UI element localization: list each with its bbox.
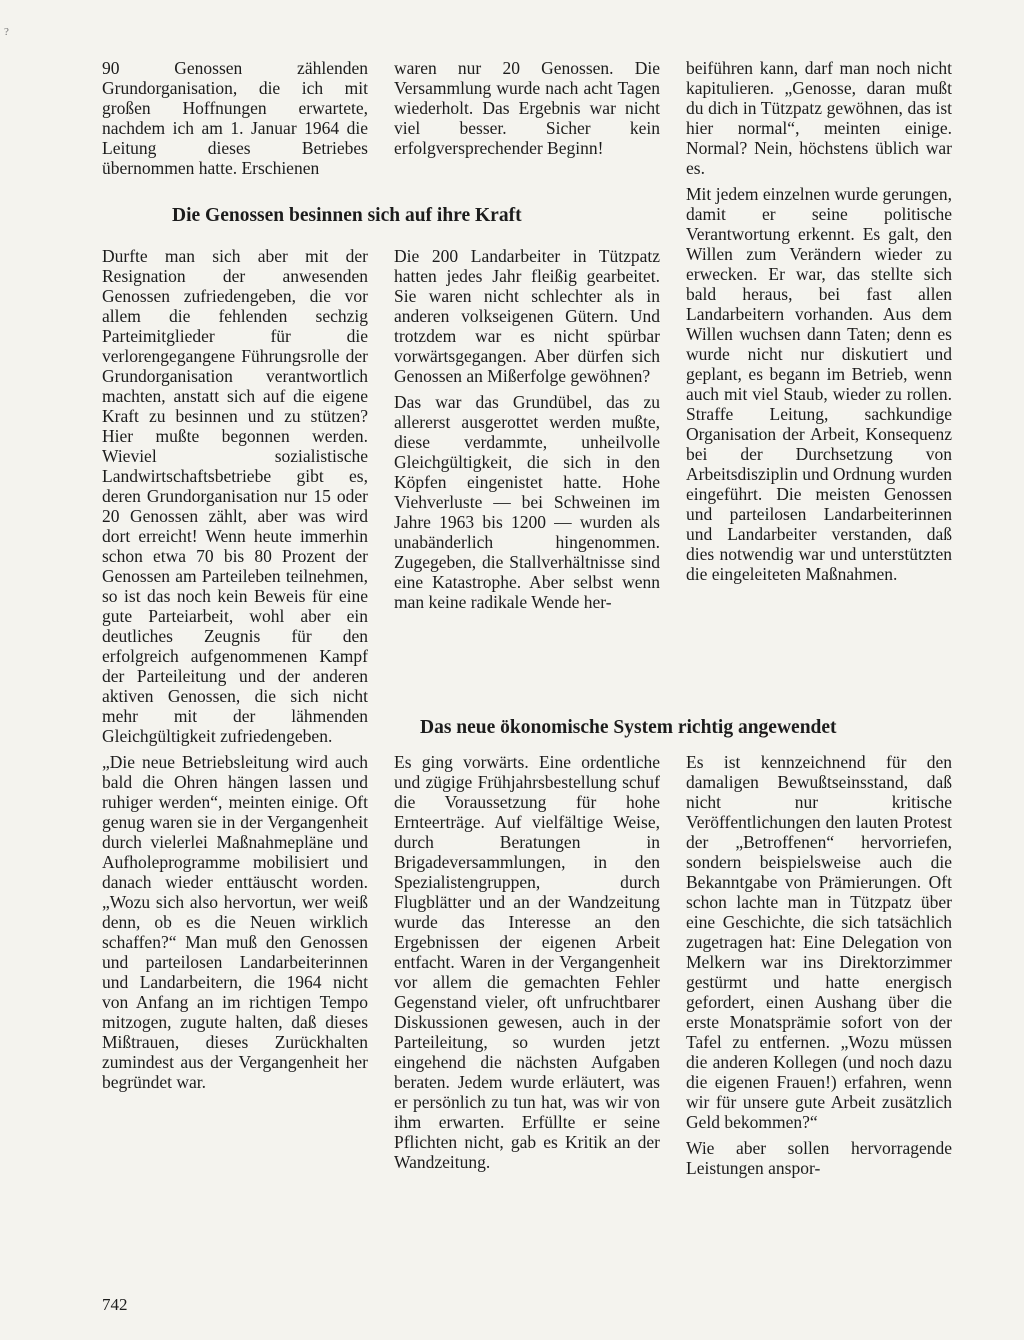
column-section2-right — [686, 752, 952, 1184]
section-heading-system: Das neue ökonomische System richtig angewendet — [420, 717, 837, 738]
column-right-upper — [686, 58, 952, 590]
paragraph: beiführen kann, darf man noch nicht kapitulieren. „Genosse, daran mußt du dich in Tützpatz gewöhnen, das ist hier normal“, meinten einige. Normal? Nein, höchstens üblich war es. — [686, 58, 952, 178]
margin-mark: ? — [4, 26, 9, 38]
paragraph: waren nur 20 Genossen. Die Versammlung wurde nach acht Tagen wiederholt. Das Ergebnis war nicht viel besser. Sicher kein erfolgversprechender Beginn! — [394, 58, 660, 158]
paragraph: Das war das Grundübel, das zu allererst ausgerottet werden mußte, diese verdammte, unheilvolle Gleichgültigkeit, die sich in den Köpfen eingenistet hatte. Hohe Viehverluste — bei Schweinen im Jahre 1963 bis 1200 — wurden als unabänderlich hingenommen. Zugegeben, die Stallverhältnisse sind eine Katastrophe. Aber selbst wenn man keine radikale Wende her- — [394, 392, 660, 612]
paragraph: Wie aber sollen hervorragende Leistungen anspor- — [686, 1138, 952, 1178]
column-section1-middle — [394, 246, 660, 618]
column-top-left — [102, 58, 368, 184]
paragraph: „Die neue Betriebsleitung wird auch bald die Ohren hängen lassen und ruhiger werden“, meinten einige. Oft genug waren sie in der Vergangenheit durch vielerlei Maßnahmepläne und Aufholeprogramme mobilisiert und danach wieder enttäuscht worden. „Wozu sich also hervortun, wer weiß denn, ob es die Neuen wirklich schaffen?“ Man muß den Genossen und parteilosen Landarbeiterinnen und Landarbeitern, die 1964 nicht von Anfang an im richtigen Tempo mitzogen, zugute halten, daß dieses Mißtrauen, dieses Zurückhalten zumindest aus der Vergangenheit her begründet war. — [102, 752, 368, 1092]
page-number: 742 — [102, 1295, 128, 1314]
section-heading-kraft: Die Genossen besinnen sich auf ihre Kraft — [172, 205, 522, 226]
paragraph: Die 200 Landarbeiter in Tützpatz hatten jedes Jahr fleißig gearbeitet. Sie waren nicht schlechter als in anderen volkseigenen Gütern. Und trotzdem war es nicht spürbar vorwärtsgegangen. Aber dürfen sich Genossen an Mißerfolge gewöhnen? — [394, 246, 660, 386]
paragraph: 90 Genossen zählenden Grundorganisation, die ich mit großen Hoffnungen erwartete, nachdem ich am 1. Januar 1964 die Leitung dieses Betriebes übernommen hatte. Erschienen — [102, 58, 368, 178]
paragraph: Mit jedem einzelnen wurde gerungen, damit er seine politische Verantwortung erkennt. Es galt, den Willen zum Verändern wieder zu erwecken. Er war, das stellte sich bald heraus, bei fast allen Landarbeitern vorhanden. Aus dem Willen wuchsen dann Taten; denn es wurde nicht nur diskutiert und geplant, es begann im Betrieb, wenn auch mit viel Staub, wieder zu rollen. Straffe Leitung, sachkundige Organisation der Arbeit, Konsequenz bei der Durchsetzung von Arbeitsdisziplin und Ordnung wurden eingeführt. Die meisten Genossen und parteilosen Landarbeiterinnen und Landarbeiter verstanden, daß dies notwendig war und unterstützten die eingeleiteten Maßnahmen. — [686, 184, 952, 584]
paragraph: Es ist kennzeichnend für den damaligen Bewußtseinsstand, daß nicht nur kritische Veröffentlichungen den lauten Protest der „Betroffenen“ hervorriefen, sondern beispielsweise auch die Bekanntgabe von Prämierungen. Oft schon lachte man in Tützpatz über eine Geschichte, die sich tatsächlich zugetragen hat: Eine Delegation von Melkern war ins Direktorzimmer gestürmt und hatte energisch gefordert, einen Aushang über die erste Monatsprämie sofort von der Tafel zu entfernen. „Wozu müssen die anderen Kollegen (und noch dazu die eigenen Frauen!) erfahren, wenn wir für unsere gute Arbeit zusätzlich Geld bekommen?“ — [686, 752, 952, 1132]
column-top-middle — [394, 58, 660, 164]
paragraph: Es ging vorwärts. Eine ordentliche und zügige Frühjahrsbestellung schuf die Voraussetzung für hohe Ernteerträge. Auf vielfältige Weise, durch Beratungen in Brigadeversammlungen, in den Spezialistengruppen, durch Flugblätter und an der Wandzeitung wurde das Interesse an den Ergebnissen der eigenen Arbeit entfacht. Waren in der Vergangenheit vor allem die gemachten Fehler Gegenstand vieler, oft unfruchtbarer Diskussionen gewesen, auch in der Parteileitung, so wurden jetzt eingehend die nächsten Aufgaben beraten. Jedem wurde erläutert, was er persönlich zu tun hat, was wir von ihm erwarten. Erfüllte er seine Pflichten nicht, gab es Kritik an der Wandzeitung. — [394, 752, 660, 1172]
column-section2-middle — [394, 752, 660, 1178]
column-section1-left — [102, 246, 368, 1098]
paragraph: Durfte man sich aber mit der Resignation der anwesenden Genossen zufriedengeben, die vor allem die fehlenden sechzig Parteimitglieder für die verlorengegangene Führungsrolle der Grundorganisation verantwortlich machten, anstatt sich auf die eigene Kraft zu besinnen und zu stützen? Hier mußte begonnen werden. Wieviel sozialistische Landwirtschaftsbetriebe gibt es, deren Grundorganisation nur 15 oder 20 Genossen zählt, aber was wird dort erreicht! Wenn heute immerhin schon etwa 70 bis 80 Prozent der Genossen am Parteileben teilnehmen, so ist das noch kein Beweis für eine gute Parteiarbeit, wohl aber ein deutliches Zeugnis für den erfolgreich aufgenommenen Kampf der Parteileitung und der anderen aktiven Genossen, die sich nicht mehr mit der lähmenden Gleichgültigkeit zufriedengeben. — [102, 246, 368, 746]
